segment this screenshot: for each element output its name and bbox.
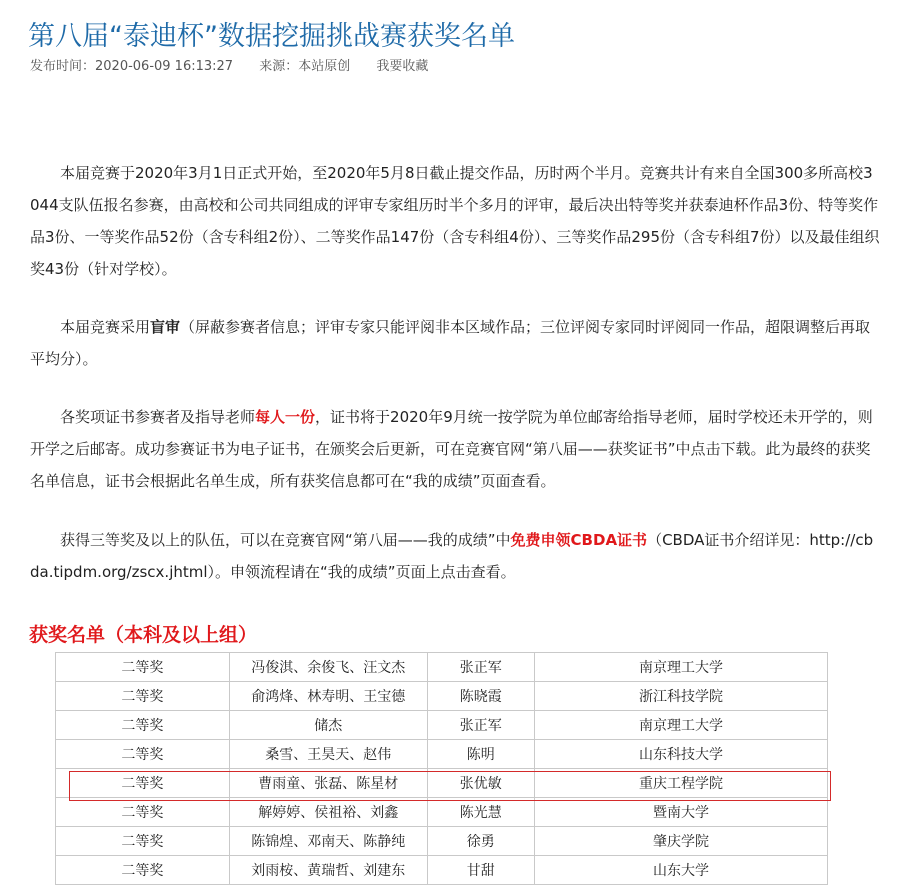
article-meta xyxy=(30,55,450,74)
awards-table xyxy=(55,652,828,885)
paragraph-review-post: （屏蔽参赛者信息；评审专家只能评阅非本区域作品；三位评阅专家同时评阅同一作品，超限调整后再取平均分）。 xyxy=(30,318,871,368)
one-each-emphasis: 每人一份 xyxy=(255,408,316,426)
advisor-cell: 陈晓霞 xyxy=(427,682,534,711)
school-cell: 南京理工大学 xyxy=(534,653,827,682)
paragraph-review xyxy=(30,311,880,375)
advisor-cell: 张正军 xyxy=(427,653,534,682)
award-cell: 二等奖 xyxy=(56,740,230,769)
free-cbda-emphasis: 免费申领CBDA证书 xyxy=(510,531,648,549)
members-cell: 冯俊淇、余俊飞、汪文杰 xyxy=(229,653,427,682)
school-cell: 南京理工大学 xyxy=(534,711,827,740)
paragraph-cbda-pre: 获得三等奖及以上的队伍，可以在竞赛官网“第八届——我的成绩”中 xyxy=(60,531,511,549)
table-row xyxy=(56,798,828,827)
members-cell: 俞鸿烽、林寿明、王宝德 xyxy=(229,682,427,711)
school-cell: 暨南大学 xyxy=(534,798,827,827)
paragraph-cbda-post: （CBDA证书介绍详见：http://cbda.tipdm.org/zscx.jhtml）。申领流程请在“我的成绩”页面上点击查看。 xyxy=(30,531,874,581)
section-title: 获奖名单（本科及以上组） xyxy=(29,624,258,646)
members-cell: 桑雪、王昊天、赵伟 xyxy=(229,740,427,769)
award-cell: 二等奖 xyxy=(56,798,230,827)
source-label: 来源：本站原创 xyxy=(259,59,351,74)
table-row xyxy=(56,827,828,856)
paragraph-certificate-pre: 各奖项证书参赛者及指导老师 xyxy=(60,408,256,426)
page-title: 第八届“泰迪杯”数据挖掘挑战赛获奖名单 xyxy=(28,21,515,52)
award-cell: 二等奖 xyxy=(56,682,230,711)
advisor-cell: 陈明 xyxy=(427,740,534,769)
table-row xyxy=(56,740,828,769)
table-row xyxy=(56,653,828,682)
school-cell: 肇庆学院 xyxy=(534,827,827,856)
blind-review-emphasis: 盲审 xyxy=(150,318,181,336)
members-cell: 曹雨童、张磊、陈星材 xyxy=(229,769,427,798)
paragraph-cbda xyxy=(30,524,880,588)
award-cell: 二等奖 xyxy=(56,711,230,740)
table-row xyxy=(56,856,828,885)
table-row xyxy=(56,682,828,711)
advisor-cell: 陈光慧 xyxy=(427,798,534,827)
award-cell: 二等奖 xyxy=(56,769,230,798)
advisor-cell: 徐勇 xyxy=(427,827,534,856)
members-cell: 陈锦煌、邓南天、陈静纯 xyxy=(229,827,427,856)
table-row xyxy=(56,769,828,798)
members-cell: 储杰 xyxy=(229,711,427,740)
award-cell: 二等奖 xyxy=(56,856,230,885)
favorite-link[interactable]: 我要收藏 xyxy=(376,59,429,74)
advisor-cell: 甘甜 xyxy=(427,856,534,885)
award-cell: 二等奖 xyxy=(56,827,230,856)
school-cell: 重庆工程学院 xyxy=(534,769,827,798)
publish-time: 发布时间：2020-06-09 16:13:27 xyxy=(30,59,234,74)
award-cell: 二等奖 xyxy=(56,653,230,682)
paragraph-review-pre: 本届竞赛采用 xyxy=(60,318,151,336)
paragraph-certificate-post: ，证书将于2020年9月统一按学院为单位邮寄给指导老师，届时学校还未开学的，则开学之后邮寄。成功参赛证书为电子证书，在颁奖会后更新，可在竞赛官网“第八届——获奖证书”中点击下载。此为最终的获奖名单信息，证书会根据此名单生成，所有获奖信息都可在“我的成绩”页面查看。 xyxy=(30,408,873,490)
members-cell: 刘雨桉、黄瑞哲、刘建东 xyxy=(229,856,427,885)
table-row xyxy=(56,711,828,740)
school-cell: 山东大学 xyxy=(534,856,827,885)
paragraph-intro: 本届竞赛于2020年3月1日正式开始，至2020年5月8日截止提交作品，历时两个半月。竞赛共计有来自全国300多所高校3044支队伍报名参赛，由高校和公司共同组成的评审专家组历时半个多月的评审，最后决出特等奖并获泰迪杯作品3份、特等奖作品3份、一等奖作品52份（含专科组2份）、二等奖作品147份（含专科组4份）、三等奖作品295份（含专科组7份）以及最佳组织奖43份（针对学校）。 xyxy=(30,164,880,278)
advisor-cell: 张正军 xyxy=(427,711,534,740)
school-cell: 浙江科技学院 xyxy=(534,682,827,711)
school-cell: 山东科技大学 xyxy=(534,740,827,769)
paragraph-certificate xyxy=(30,401,880,497)
advisor-cell: 张优敏 xyxy=(427,769,534,798)
members-cell: 解婷婷、侯祖裕、刘鑫 xyxy=(229,798,427,827)
